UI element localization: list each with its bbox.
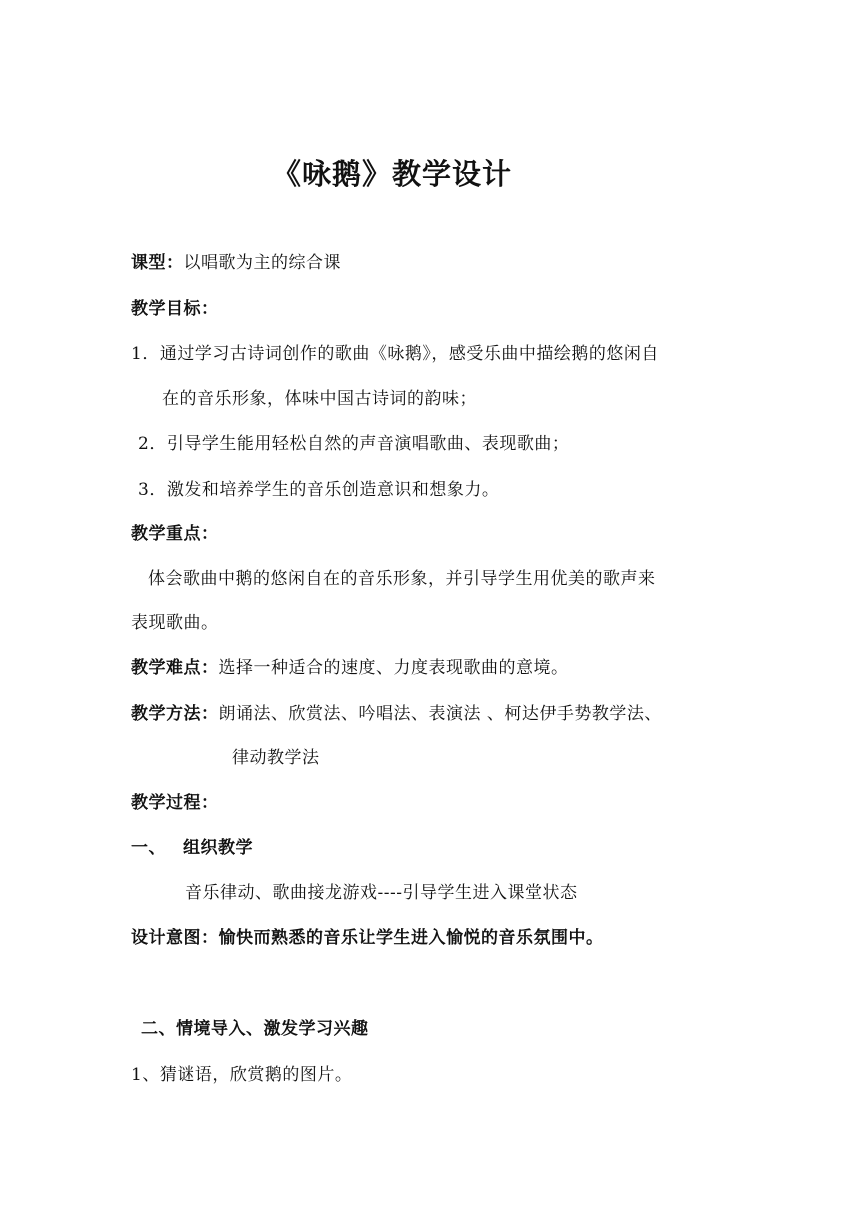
document-title: 《咏鹅》教学设计 bbox=[272, 157, 513, 191]
course-type-value: 以唱歌为主的综合课 bbox=[183, 253, 341, 273]
objective-2: 2．引导学生能用轻松自然的声音演唱歌曲、表现歌曲； bbox=[138, 434, 570, 454]
difficulty-label: 教学难点： bbox=[131, 658, 219, 678]
section-2-title: 二、情境导入、激发学习兴趣 bbox=[141, 1019, 369, 1039]
process-heading: 教学过程： bbox=[131, 793, 219, 813]
key-points-line-1: 体会歌曲中鹅的悠闲自在的音乐形象，并引导学生用优美的歌声来 bbox=[148, 569, 656, 589]
course-type-label: 课型： bbox=[131, 253, 184, 273]
design-intent: 设计意图：愉快而熟悉的音乐让学生进入愉悦的音乐氛围中。 bbox=[131, 928, 604, 948]
objective-1-line-2: 在的音乐形象，体味中国古诗词的韵味； bbox=[162, 389, 477, 409]
methods-label: 教学方法： bbox=[131, 704, 219, 724]
course-type-line bbox=[131, 252, 341, 274]
difficulty-value: 选择一种适合的速度、力度表现歌曲的意境。 bbox=[218, 658, 569, 678]
difficulty-line bbox=[131, 657, 569, 679]
objective-1-line-1: 1．通过学习古诗词创作的歌曲《咏鹅》，感受乐曲中描绘鹅的悠闲自 bbox=[131, 344, 659, 364]
objective-3: 3．激发和培养学生的音乐创造意识和想象力。 bbox=[138, 480, 500, 500]
section-2-item-1: 1、猜谜语，欣赏鹅的图片。 bbox=[131, 1065, 353, 1085]
key-points-line-2: 表现歌曲。 bbox=[131, 613, 219, 633]
section-1-title: 组织教学 bbox=[183, 838, 253, 858]
key-points-heading: 教学重点： bbox=[131, 524, 219, 544]
methods-line bbox=[131, 703, 662, 725]
methods-line-2: 律动教学法 bbox=[232, 748, 320, 768]
section-1-text: 音乐律动、歌曲接龙游戏----引导学生进入课堂状态 bbox=[185, 883, 578, 903]
methods-line-1: 朗诵法、欣赏法、吟唱法、表演法 、柯达伊手势教学法、 bbox=[218, 704, 662, 724]
objectives-heading: 教学目标： bbox=[131, 299, 219, 319]
section-1-number: 一、 bbox=[131, 838, 166, 858]
